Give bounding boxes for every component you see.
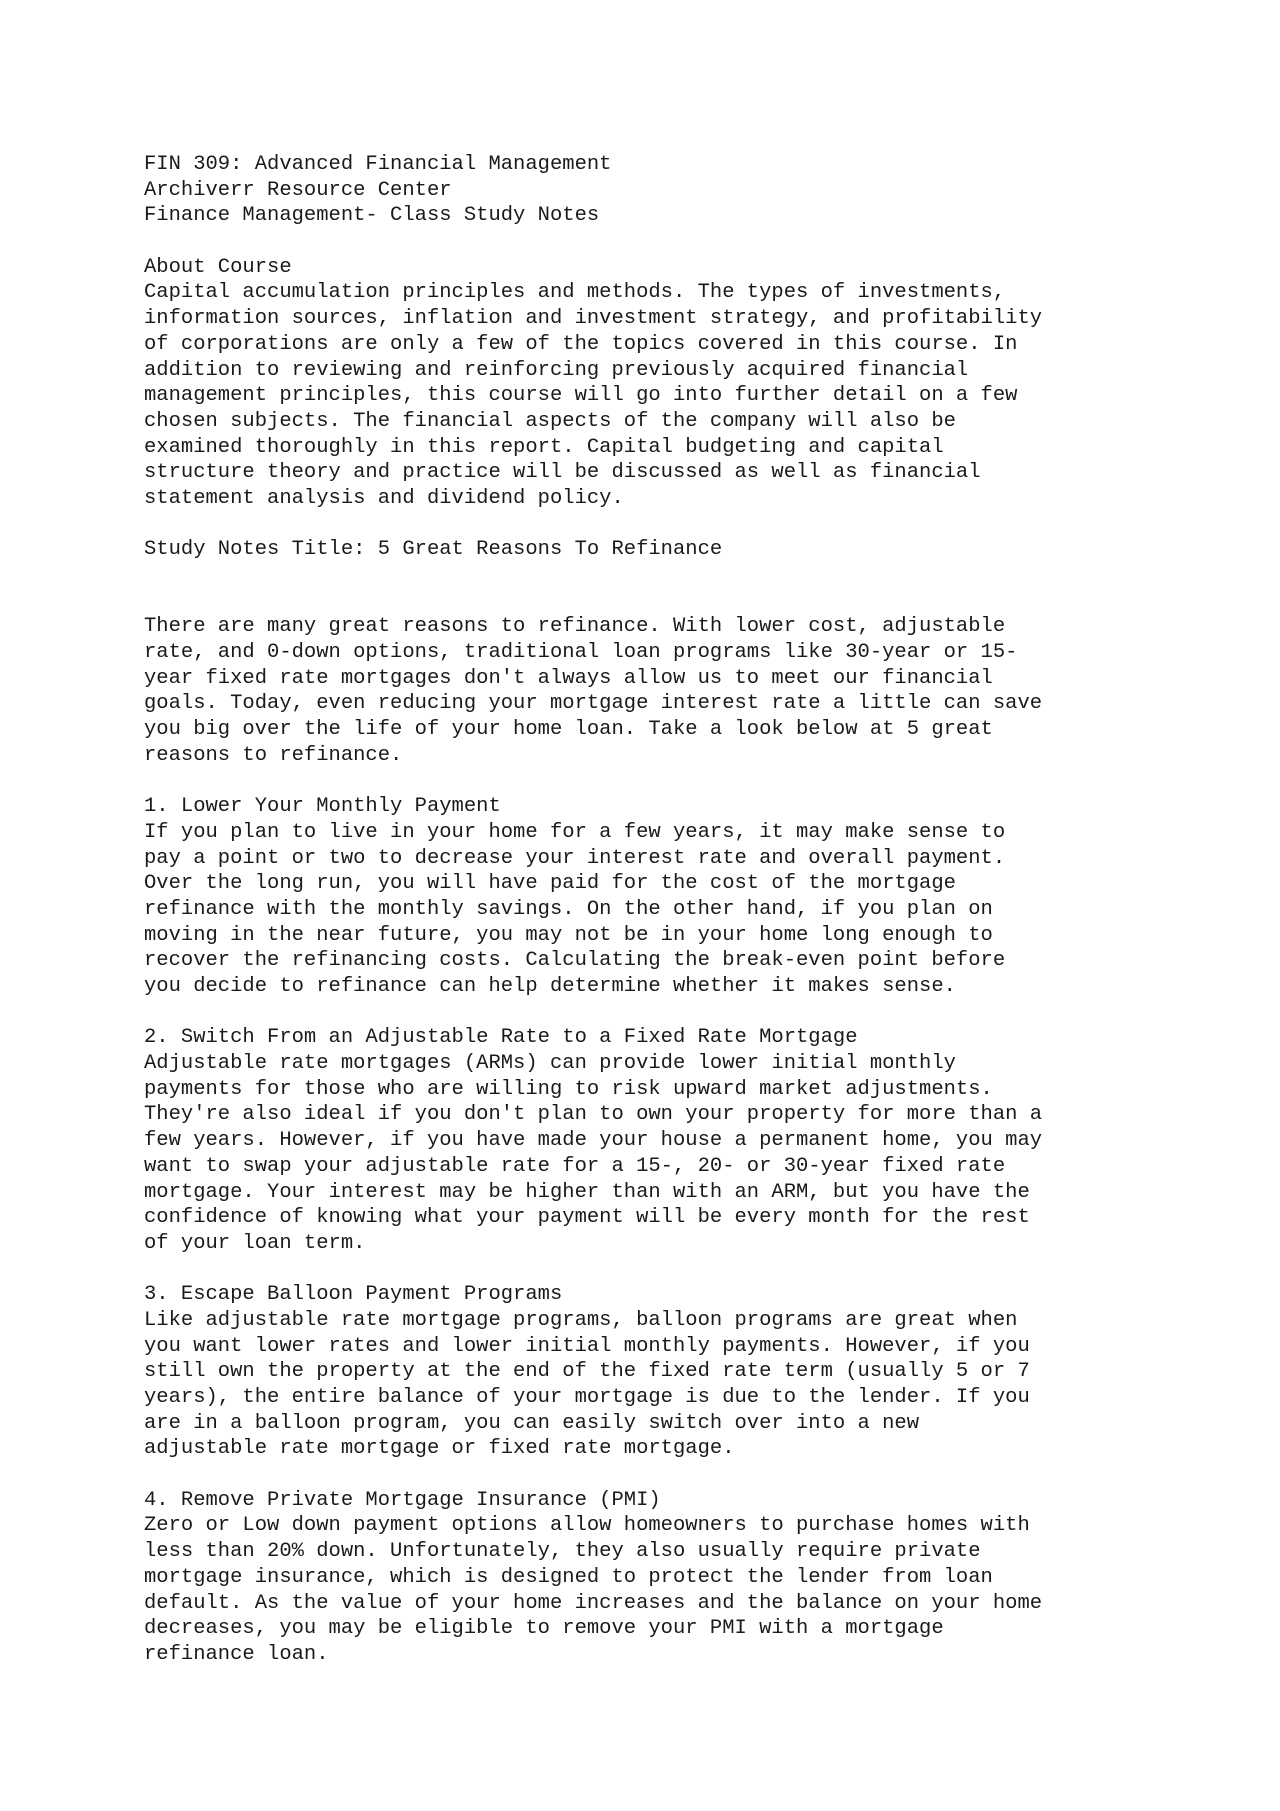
study-notes-title: Study Notes Title: 5 Great Reasons To Refinance <box>144 538 723 562</box>
document-header <box>144 152 1154 229</box>
section-line: If you plan to live in your home for a few years, it may make sense to <box>144 820 1006 844</box>
about-line: management principles, this course will go into further detail on a few <box>144 384 1018 408</box>
section-line: Over the long run, you will have paid for the cost of the mortgage <box>144 872 956 896</box>
section-line: adjustable rate mortgage or fixed rate mortgage. <box>144 1437 735 1461</box>
intro-line: year fixed rate mortgages don't always allow us to meet our financial <box>144 666 993 690</box>
about-line: Capital accumulation principles and methods. The types of investments, <box>144 281 1006 305</box>
section-line: mortgage. Your interest may be higher than with an ARM, but you have the <box>144 1180 1030 1204</box>
section-line: confidence of knowing what your payment will be every month for the rest <box>144 1206 1030 1230</box>
section-line: you decide to refinance can help determine whether it makes sense. <box>144 975 956 999</box>
section-lower-payment <box>144 794 1154 1000</box>
section-line: refinance with the monthly savings. On the other hand, if you plan on <box>144 897 993 921</box>
about-line: information sources, inflation and investment strategy, and profitability <box>144 307 1043 331</box>
section-line: of your loan term. <box>144 1231 366 1255</box>
section-line: less than 20% down. Unfortunately, they also usually require private <box>144 1540 981 1564</box>
section-line: decreases, you may be eligible to remove your PMI with a mortgage <box>144 1617 944 1641</box>
document-page <box>144 152 1154 1668</box>
section-line: Adjustable rate mortgages (ARMs) can provide lower initial monthly <box>144 1052 956 1076</box>
section-switch-fixed <box>144 1025 1154 1256</box>
section-remove-pmi <box>144 1488 1154 1668</box>
resource-center: Archiverr Resource Center <box>144 178 452 202</box>
section-line: payments for those who are willing to risk upward market adjustments. <box>144 1077 993 1101</box>
about-line: statement analysis and dividend policy. <box>144 486 624 510</box>
intro-paragraph <box>144 614 1154 768</box>
intro-line: There are many great reasons to refinance. With lower cost, adjustable <box>144 615 1006 639</box>
about-line: examined thoroughly in this report. Capital budgeting and capital <box>144 435 944 459</box>
section-line: They're also ideal if you don't plan to own your property for more than a <box>144 1103 1043 1127</box>
section-line: are in a balloon program, you can easily switch over into a new <box>144 1411 920 1435</box>
about-line: structure theory and practice will be discussed as well as financial <box>144 461 981 485</box>
section-line: refinance loan. <box>144 1642 329 1666</box>
section-line: still own the property at the end of the fixed rate term (usually 5 or 7 <box>144 1360 1030 1384</box>
about-section <box>144 255 1154 512</box>
section-line: moving in the near future, you may not be in your home long enough to <box>144 923 993 947</box>
about-heading: About Course <box>144 255 292 279</box>
intro-line: you big over the life of your home loan. Take a look below at 5 great <box>144 718 993 742</box>
section-line: years), the entire balance of your mortgage is due to the lender. If you <box>144 1386 1030 1410</box>
section-escape-balloon <box>144 1282 1154 1462</box>
section-heading: 2. Switch From an Adjustable Rate to a Fixed Rate Mortgage <box>144 1026 858 1050</box>
section-line: Like adjustable rate mortgage programs, balloon programs are great when <box>144 1308 1018 1332</box>
section-heading: 4. Remove Private Mortgage Insurance (PMI) <box>144 1488 661 1512</box>
intro-line: goals. Today, even reducing your mortgage interest rate a little can save <box>144 692 1043 716</box>
section-line: mortgage insurance, which is designed to protect the lender from loan <box>144 1565 993 1589</box>
about-line: of corporations are only a few of the topics covered in this course. In <box>144 332 1018 356</box>
intro-line: reasons to refinance. <box>144 743 403 767</box>
section-heading: 3. Escape Balloon Payment Programs <box>144 1283 563 1307</box>
section-line: Zero or Low down payment options allow homeowners to purchase homes with <box>144 1514 1030 1538</box>
intro-line: rate, and 0-down options, traditional loan programs like 30-year or 15- <box>144 641 1018 665</box>
section-line: few years. However, if you have made your house a permanent home, you may <box>144 1129 1043 1153</box>
section-line: default. As the value of your home increases and the balance on your home <box>144 1591 1043 1615</box>
section-line: recover the refinancing costs. Calculating the break-even point before <box>144 949 1006 973</box>
about-line: addition to reviewing and reinforcing previously acquired financial <box>144 358 969 382</box>
about-line: chosen subjects. The financial aspects of the company will also be <box>144 409 956 433</box>
section-line: you want lower rates and lower initial monthly payments. However, if you <box>144 1334 1030 1358</box>
section-line: pay a point or two to decrease your interest rate and overall payment. <box>144 846 1006 870</box>
section-line: want to swap your adjustable rate for a 15-, 20- or 30-year fixed rate <box>144 1154 1006 1178</box>
course-title: FIN 309: Advanced Financial Management <box>144 153 612 176</box>
section-heading: 1. Lower Your Monthly Payment <box>144 795 501 819</box>
notes-title: Finance Management- Class Study Notes <box>144 204 600 228</box>
